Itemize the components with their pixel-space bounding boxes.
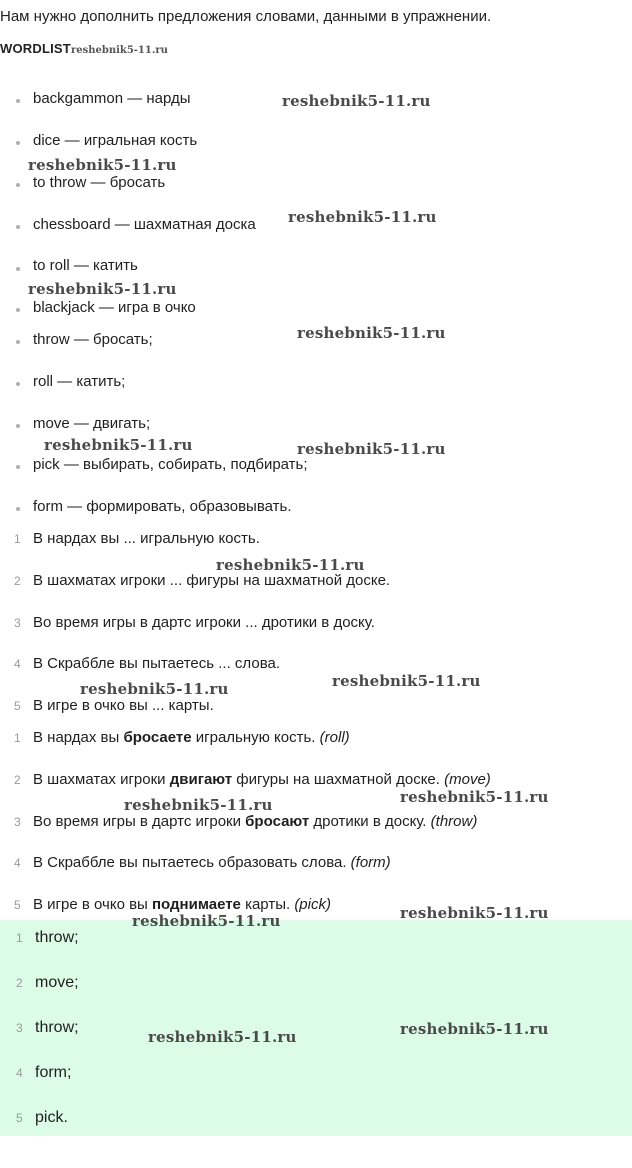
bullet-icon <box>16 382 20 386</box>
answer-number: 4 <box>16 1066 23 1080</box>
intro-text: Нам нужно дополнить предложения словами, данными в упражнении. <box>0 8 492 25</box>
vocab-item: move — двигать; <box>33 415 151 432</box>
task-number: 5 <box>14 699 21 713</box>
answer-item: throw; <box>35 929 79 946</box>
answer-item: pick. <box>35 1109 68 1126</box>
vocab-item: blackjack — игра в очко <box>33 299 196 316</box>
watermark: reshebnik5-11.ru <box>80 680 229 698</box>
watermark: reshebnik5-11.ru <box>216 556 365 574</box>
vocab-item: pick — выбирать, собирать, подбирать; <box>33 456 308 473</box>
task-number: 3 <box>14 616 21 630</box>
answer-item: form; <box>35 1064 72 1081</box>
filled-number: 4 <box>14 856 21 870</box>
vocab-item: throw — бросать; <box>33 331 153 348</box>
answer-number: 1 <box>16 931 23 945</box>
vocab-item: to throw — бросать <box>33 174 166 191</box>
bullet-icon <box>16 507 20 511</box>
task-number: 4 <box>14 657 21 671</box>
bullet-icon <box>16 183 20 187</box>
vocab-item: chessboard — шахматная доска <box>33 216 256 233</box>
bullet-icon <box>16 424 20 428</box>
bullet-icon <box>16 141 20 145</box>
task-sentence: Во время игры в дартс игроки ... дротики в доску. <box>33 614 375 631</box>
vocab-item: form — формировать, образовывать. <box>33 498 292 515</box>
vocab-item: backgammon — нарды <box>33 90 191 107</box>
answer-item: throw; <box>35 1019 79 1036</box>
task-sentence: В шахматах игроки ... фигуры на шахматной доске. <box>33 572 391 589</box>
watermark: reshebnik5-11.ru <box>132 912 281 930</box>
task-sentence: В нардах вы ... игральную кость. <box>33 530 260 547</box>
task-sentence: В игре в очко вы ... карты. <box>33 697 214 714</box>
bullet-icon <box>16 225 20 229</box>
task-number: 1 <box>14 532 21 546</box>
filled-number: 2 <box>14 773 21 787</box>
watermark: reshebnik5-11.ru <box>297 440 446 458</box>
watermark: reshebnik5-11.ru <box>282 92 431 110</box>
task-sentence: В Скраббле вы пытаетесь ... слова. <box>33 655 281 672</box>
vocab-item: to roll — катить <box>33 257 138 274</box>
watermark: reshebnik5-11.ru <box>400 788 549 806</box>
watermark: reshebnik5-11.ru <box>297 324 446 342</box>
bullet-icon <box>16 267 20 271</box>
filled-sentence: В шахматах игроки двигают фигуры на шахматной доске. (move) <box>33 771 491 788</box>
filled-sentence: В нардах вы бросаете игральную кость. (roll) <box>33 729 350 746</box>
filled-sentence: В Скраббле вы пытаетесь образовать слова. (form) <box>33 854 391 871</box>
watermark: reshebnik5-11.ru <box>28 156 177 174</box>
wordlist-title-text: WORDLIST <box>0 41 71 56</box>
watermark: reshebnik5-11.ru <box>288 208 437 226</box>
watermark: reshebnik5-11.ru <box>28 280 177 298</box>
bullet-icon <box>16 340 20 344</box>
answer-number: 2 <box>16 976 23 990</box>
task-number: 2 <box>14 574 21 588</box>
wordlist-title <box>0 41 168 56</box>
answer-number: 3 <box>16 1021 23 1035</box>
watermark: reshebnik5-11.ru <box>400 1020 549 1038</box>
watermark: reshebnik5-11.ru <box>148 1028 297 1046</box>
watermark: reshebnik5-11.ru <box>400 904 549 922</box>
bullet-icon <box>16 99 20 103</box>
answer-item: move; <box>35 974 79 991</box>
filled-number: 5 <box>14 898 21 912</box>
wordlist-watermark: reshebnik5-11.ru <box>70 45 168 56</box>
watermark: reshebnik5-11.ru <box>44 436 193 454</box>
filled-number: 3 <box>14 815 21 829</box>
watermark: reshebnik5-11.ru <box>332 672 481 690</box>
vocab-item: roll — катить; <box>33 373 126 390</box>
answer-number: 5 <box>16 1111 23 1125</box>
bullet-icon <box>16 465 20 469</box>
filled-sentence: В игре в очко вы поднимаете карты. (pick) <box>33 896 331 913</box>
vocab-item: dice — игральная кость <box>33 132 198 149</box>
filled-number: 1 <box>14 731 21 745</box>
watermark: reshebnik5-11.ru <box>124 796 273 814</box>
bullet-icon <box>16 308 20 312</box>
filled-sentence: Во время игры в дартс игроки бросают дротики в доску. (throw) <box>33 813 478 830</box>
